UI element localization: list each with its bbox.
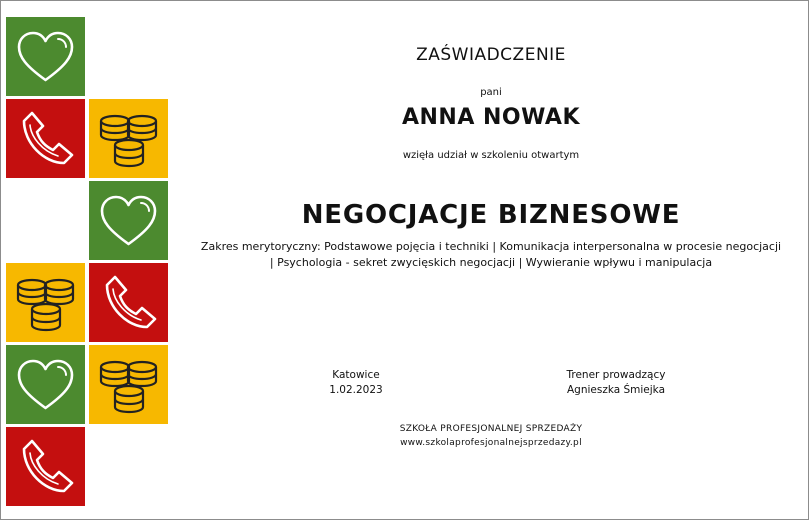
coins-tile: [6, 263, 85, 342]
heart-tile: [89, 181, 168, 260]
coins-icon: [89, 99, 168, 178]
coins-tile: [89, 99, 168, 178]
phone-icon: [6, 99, 85, 178]
heart-tile: [6, 345, 85, 424]
coins-icon: [6, 263, 85, 342]
salutation: pani: [480, 87, 502, 98]
participation-text: wzięła udział w szkoleniu otwartym: [402, 150, 580, 161]
coins-icon: [89, 345, 168, 424]
phone-icon: [89, 263, 168, 342]
course-scope: [171, 239, 809, 271]
heart-icon: [6, 345, 85, 424]
trainer-block: [551, 368, 681, 398]
heart-tile: [6, 17, 85, 96]
place-and-date: [321, 368, 391, 398]
participant-name: ANNA NOWAK: [401, 105, 580, 130]
trainer-name: Agnieszka Śmiejka: [566, 384, 666, 396]
phone-icon: [6, 427, 85, 506]
phone-tile: [6, 99, 85, 178]
school-info: [171, 422, 809, 450]
heart-icon: [6, 17, 85, 96]
school-name: SZKOŁA PROFESJONALNEJ SPRZEDAŻY: [399, 424, 583, 434]
trainer-label: Trener prowadzący: [566, 369, 666, 381]
coins-tile: [89, 345, 168, 424]
date: 1.02.2023: [329, 384, 383, 396]
school-url: www.szkolaprofesjonalnejsprzedazy.pl: [400, 438, 582, 448]
city: Katowice: [332, 369, 380, 381]
phone-tile: [6, 427, 85, 506]
scope-line-2: | Psychologia - sekret zwycięskich negocjacji | Wywieranie wpływu i manipulacja: [269, 256, 713, 269]
certificate-heading: ZAŚWIADCZENIE: [416, 45, 566, 65]
scope-line-1: Zakres merytoryczny: Podstawowe pojęcia i techniki | Komunikacja interpersonalna w procesie negocjacji: [200, 240, 782, 253]
heart-icon: [89, 181, 168, 260]
phone-tile: [89, 263, 168, 342]
course-title: NEGOCJACJE BIZNESOWE: [301, 200, 681, 230]
certificate-content: [171, 1, 809, 519]
